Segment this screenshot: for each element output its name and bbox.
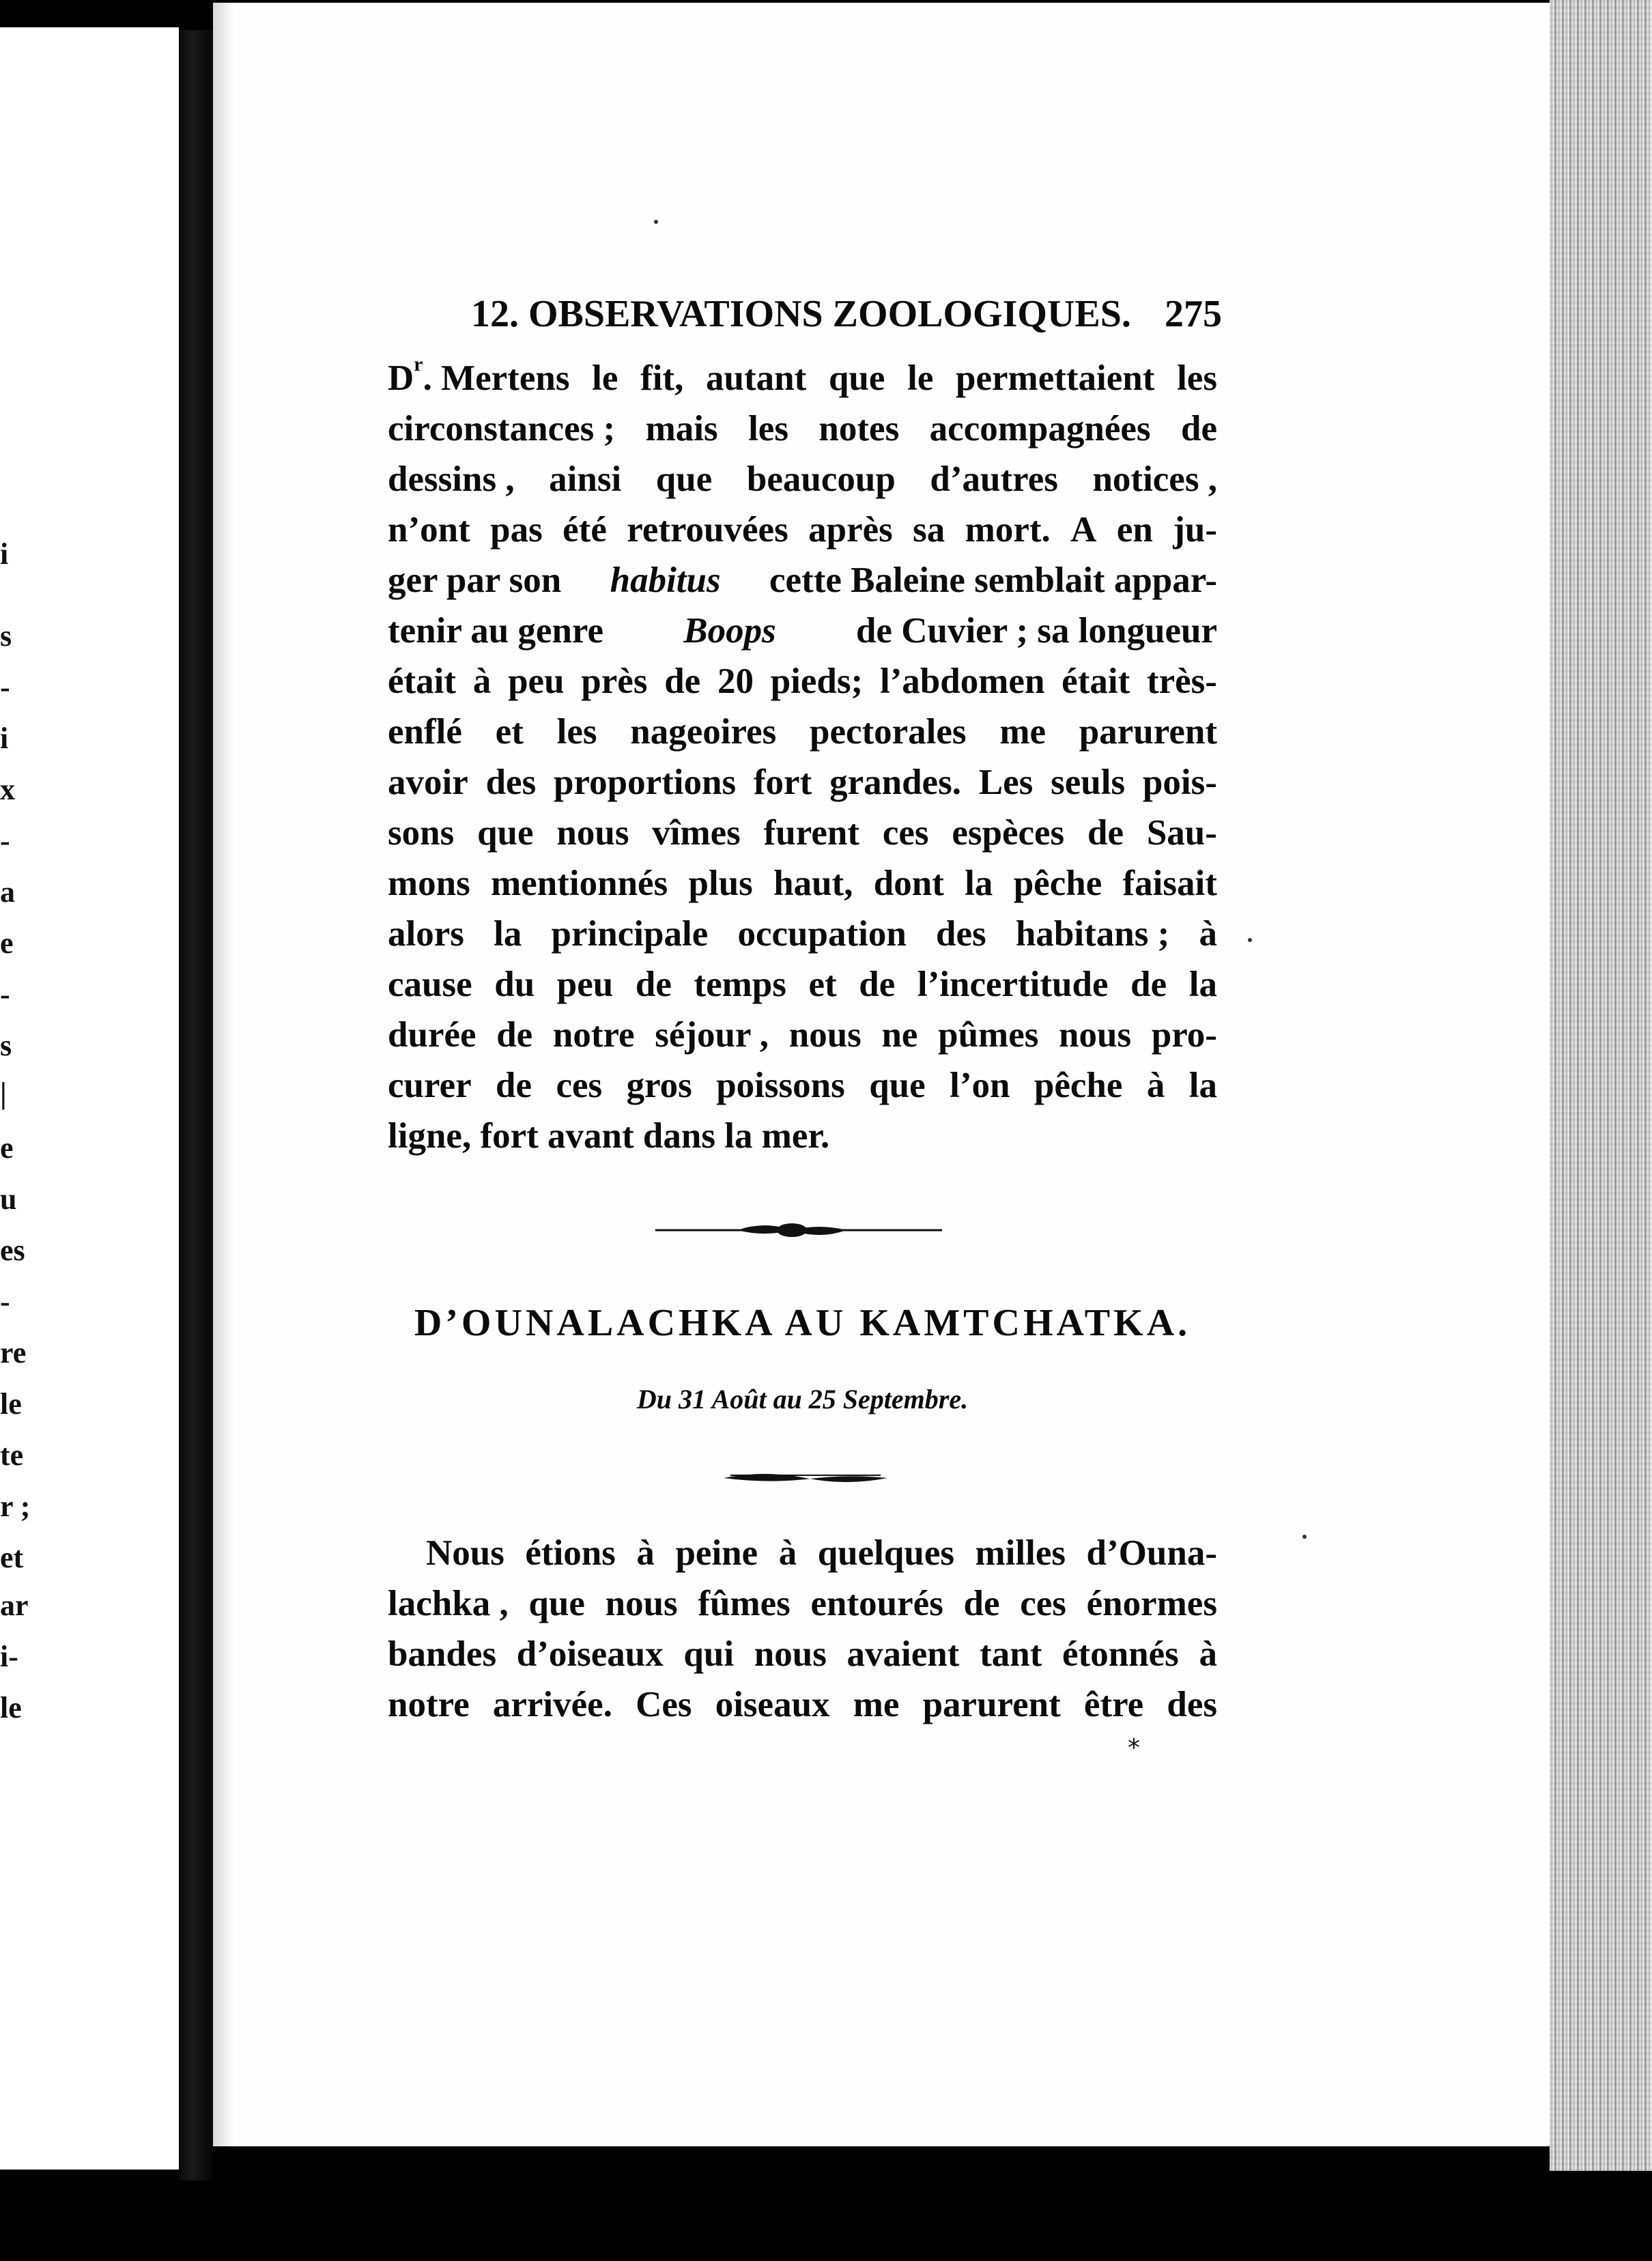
facing-page-fragment: - — [0, 824, 10, 857]
text-line — [388, 504, 1217, 555]
word: d’oiseaux — [516, 1634, 664, 1674]
word: séjour , — [655, 1015, 769, 1055]
word: me — [999, 712, 1046, 752]
word: furent — [763, 813, 859, 853]
text-line — [388, 1060, 1217, 1111]
word-group: ger par son — [388, 560, 562, 600]
text-line — [388, 454, 1217, 504]
word: étions — [525, 1533, 616, 1573]
word: espèces — [952, 813, 1065, 853]
word: ces — [1020, 1584, 1066, 1623]
word: à — [1146, 1066, 1165, 1105]
facing-page-fragment: - — [0, 978, 10, 1011]
facing-page-fragment: s — [0, 1029, 12, 1062]
word: mais — [645, 409, 718, 449]
word: vîmes — [652, 813, 741, 853]
text-line — [388, 808, 1217, 858]
text-line — [388, 1578, 1217, 1629]
word: était — [388, 662, 457, 701]
word: seuls — [1051, 763, 1126, 802]
word: tant — [980, 1634, 1042, 1674]
word: durée — [388, 1015, 476, 1055]
speck — [1302, 1535, 1307, 1539]
text-line — [388, 555, 1217, 606]
word: ces — [882, 813, 929, 853]
facing-page-fragment: - — [0, 1285, 10, 1318]
text-line — [388, 909, 1217, 959]
word: très- — [1146, 662, 1217, 701]
word: à — [1199, 914, 1217, 954]
word: que — [528, 1584, 585, 1623]
word: ju- — [1173, 510, 1217, 550]
facing-page-fragment: a — [0, 875, 15, 909]
word: pro- — [1151, 1015, 1217, 1055]
word: de — [496, 1015, 533, 1055]
page-edges — [1550, 0, 1652, 2171]
word: fûmes — [698, 1584, 791, 1623]
word: pectorales — [809, 712, 967, 752]
text-line — [388, 858, 1217, 909]
signature-mark: * — [1128, 1734, 1140, 1762]
word: ces — [556, 1066, 603, 1105]
word: entourés — [810, 1584, 943, 1623]
word: lachka , — [388, 1584, 509, 1623]
small-ornament — [724, 1464, 887, 1492]
word: pieds; — [770, 662, 864, 701]
word: pêche — [1013, 864, 1102, 903]
text-line — [388, 606, 1217, 656]
speck — [1248, 938, 1252, 942]
word: du — [494, 965, 535, 1004]
word: Les — [978, 763, 1034, 802]
word: d’Ouna- — [1086, 1533, 1217, 1573]
word: de — [635, 965, 672, 1004]
word: habitans ; — [1015, 914, 1170, 954]
word: n’ont — [388, 510, 470, 550]
word: l’incertitude — [917, 965, 1109, 1004]
text-line — [388, 403, 1217, 454]
running-header — [471, 290, 1222, 338]
word: nous — [788, 1015, 861, 1055]
word: à — [472, 662, 492, 701]
word: dont — [873, 864, 944, 903]
word: nageoires — [630, 712, 777, 752]
word: pois- — [1142, 763, 1217, 802]
word: nous — [605, 1584, 678, 1623]
italic-term: Boops — [683, 611, 776, 651]
word: alors — [388, 914, 464, 954]
word: notre — [388, 1685, 470, 1724]
word-group: cette Baleine semblait appar- — [769, 560, 1217, 600]
word: d’autres — [930, 459, 1058, 499]
facing-page-fragment: i- — [0, 1640, 18, 1673]
word: circonstances ; — [388, 409, 616, 449]
word: faisait — [1122, 864, 1217, 903]
facing-page-fragment: u — [0, 1182, 17, 1216]
word-group: tenir au genre — [388, 611, 604, 651]
text-line — [388, 656, 1217, 707]
word: que — [655, 459, 713, 499]
word: autant — [706, 358, 807, 398]
section-subtitle: Du 31 Août au 25 Septembre. — [636, 1384, 969, 1414]
word: à — [1199, 1634, 1217, 1674]
word: milles — [975, 1533, 1066, 1573]
word: de — [1130, 965, 1167, 1004]
text-line — [388, 707, 1217, 757]
facing-page-fragment: te — [0, 1438, 24, 1472]
chapter-title: 12. OBSERVATIONS ZOOLOGIQUES. — [471, 293, 1131, 335]
word: Sau- — [1146, 813, 1217, 853]
word: en — [1116, 510, 1153, 550]
word: des — [936, 914, 986, 954]
word: de — [1180, 409, 1217, 449]
facing-page-fragment: x — [0, 773, 15, 806]
word: de — [1087, 813, 1124, 853]
text-line — [388, 1111, 1217, 1161]
word: gros — [626, 1066, 692, 1105]
word: mons — [388, 864, 470, 903]
word: l’abdomen — [879, 662, 1045, 701]
word: Nous — [426, 1533, 504, 1573]
text-line — [388, 959, 1217, 1010]
word: à — [778, 1533, 797, 1573]
word: enflé — [388, 712, 462, 752]
word: sa — [913, 510, 945, 550]
word: fort — [753, 763, 812, 802]
text-line — [388, 757, 1217, 808]
word: que — [828, 358, 885, 398]
word: les — [748, 409, 788, 449]
section-title: D’OUNALACHKA AU KAMTCHATKA. — [414, 1302, 1191, 1344]
word: cause — [388, 965, 472, 1004]
word: dessins , — [388, 459, 515, 499]
word: le — [907, 358, 934, 398]
word: proportions — [554, 763, 737, 802]
word: arrivée. — [492, 1685, 612, 1724]
word: la — [1188, 965, 1217, 1004]
word: qui — [683, 1634, 735, 1674]
word: la — [1188, 1066, 1217, 1105]
page-number: 275 — [1165, 293, 1222, 335]
word: permettaient — [956, 358, 1155, 398]
word: des — [485, 763, 537, 802]
facing-page-fragment: e — [0, 926, 14, 960]
word: sons — [388, 813, 455, 853]
facing-page-fragment: es — [0, 1234, 25, 1267]
word: poissons — [716, 1066, 845, 1105]
word: pas — [490, 510, 543, 550]
word: fit, — [640, 358, 684, 398]
facing-page-fragment: - — [0, 670, 10, 704]
word: de — [664, 662, 701, 701]
word: les — [556, 712, 597, 752]
word: et — [495, 712, 524, 752]
word: pêche — [1034, 1066, 1123, 1105]
facing-page-fragment: | — [0, 1077, 7, 1110]
word: être — [1083, 1685, 1144, 1724]
word: parurent — [922, 1685, 1061, 1724]
word: temps — [694, 965, 786, 1004]
word: $D^r$. Mertens — [388, 353, 570, 398]
word: de — [859, 965, 896, 1004]
word: nous — [1059, 1015, 1132, 1055]
word: occupation — [737, 914, 907, 954]
word: curer — [388, 1066, 472, 1105]
word: peu — [556, 965, 614, 1004]
facing-page-fragment: i — [0, 537, 9, 571]
word: nous — [556, 813, 629, 853]
paragraph-1 — [388, 353, 1217, 1161]
word: que — [477, 813, 534, 853]
word: que — [869, 1066, 926, 1105]
facing-page-fragment: le — [0, 1387, 22, 1421]
word: 20 — [717, 662, 754, 701]
word: oiseaux — [715, 1685, 830, 1724]
facing-page-fragment: le — [0, 1691, 22, 1724]
word: été — [562, 510, 607, 550]
word: les — [1177, 358, 1217, 398]
word: étonnés — [1062, 1634, 1179, 1674]
word: la — [494, 914, 522, 954]
word: et — [808, 965, 837, 1004]
left-facing-page — [0, 27, 179, 2170]
word: notes — [818, 409, 900, 449]
word: pûmes — [938, 1015, 1039, 1055]
text-line — [388, 1679, 1217, 1730]
word: retrouvées — [627, 510, 788, 550]
facing-page-fragment: et — [0, 1541, 24, 1574]
ornamental-rule — [655, 1217, 942, 1244]
text-line — [388, 1528, 1217, 1578]
word: à — [636, 1533, 655, 1573]
word: avaient — [846, 1634, 960, 1674]
word-group: de Cuvier ; sa longueur — [855, 611, 1217, 651]
italic-term: habitus — [610, 560, 721, 600]
facing-page-fragment: i — [0, 722, 9, 755]
word: haut, — [773, 864, 853, 903]
word: l’on — [950, 1066, 1010, 1105]
word: des — [1167, 1685, 1217, 1724]
facing-page-fragment: ar — [0, 1589, 29, 1622]
word: notre — [552, 1015, 635, 1055]
word: ne — [881, 1015, 918, 1055]
facing-page-fragment: s — [0, 619, 12, 653]
facing-page-fragment: r ; — [0, 1490, 31, 1523]
word: était — [1062, 662, 1130, 701]
word: Ces — [636, 1685, 692, 1724]
word: de — [496, 1066, 532, 1105]
book-spine — [179, 30, 213, 2180]
word: énormes — [1086, 1584, 1217, 1623]
word: le — [592, 358, 618, 398]
text-line — [388, 353, 1217, 403]
word: beaucoup — [746, 459, 896, 499]
word: peu — [508, 662, 565, 701]
word: nous — [754, 1634, 827, 1674]
gutter-shadow — [213, 3, 233, 2146]
word: plus — [688, 864, 753, 903]
word: ainsi — [549, 459, 622, 499]
word: près — [581, 662, 648, 701]
word: A — [1070, 510, 1097, 550]
word: la — [965, 864, 993, 903]
word: avoir — [388, 763, 468, 802]
facing-page-fragment: re — [0, 1336, 27, 1369]
word: principale — [551, 914, 709, 954]
word: mentionnés — [491, 864, 668, 903]
word: mort. — [965, 510, 1051, 550]
word: quelques — [817, 1533, 955, 1573]
word: après — [808, 510, 893, 550]
word: grandes. — [829, 763, 961, 802]
word: de — [963, 1584, 1000, 1623]
word: notices , — [1092, 459, 1217, 499]
word: accompagnées — [929, 409, 1151, 449]
text-line — [388, 1010, 1217, 1060]
word: peine — [675, 1533, 758, 1573]
word: bandes — [388, 1634, 497, 1674]
word: parurent — [1079, 712, 1217, 752]
word-group: ligne, fort avant dans la mer. — [388, 1116, 830, 1156]
paragraph-2 — [388, 1528, 1217, 1730]
speck — [654, 220, 658, 224]
facing-page-fragment: e — [0, 1131, 14, 1165]
word: me — [853, 1685, 900, 1724]
text-line — [388, 1629, 1217, 1679]
